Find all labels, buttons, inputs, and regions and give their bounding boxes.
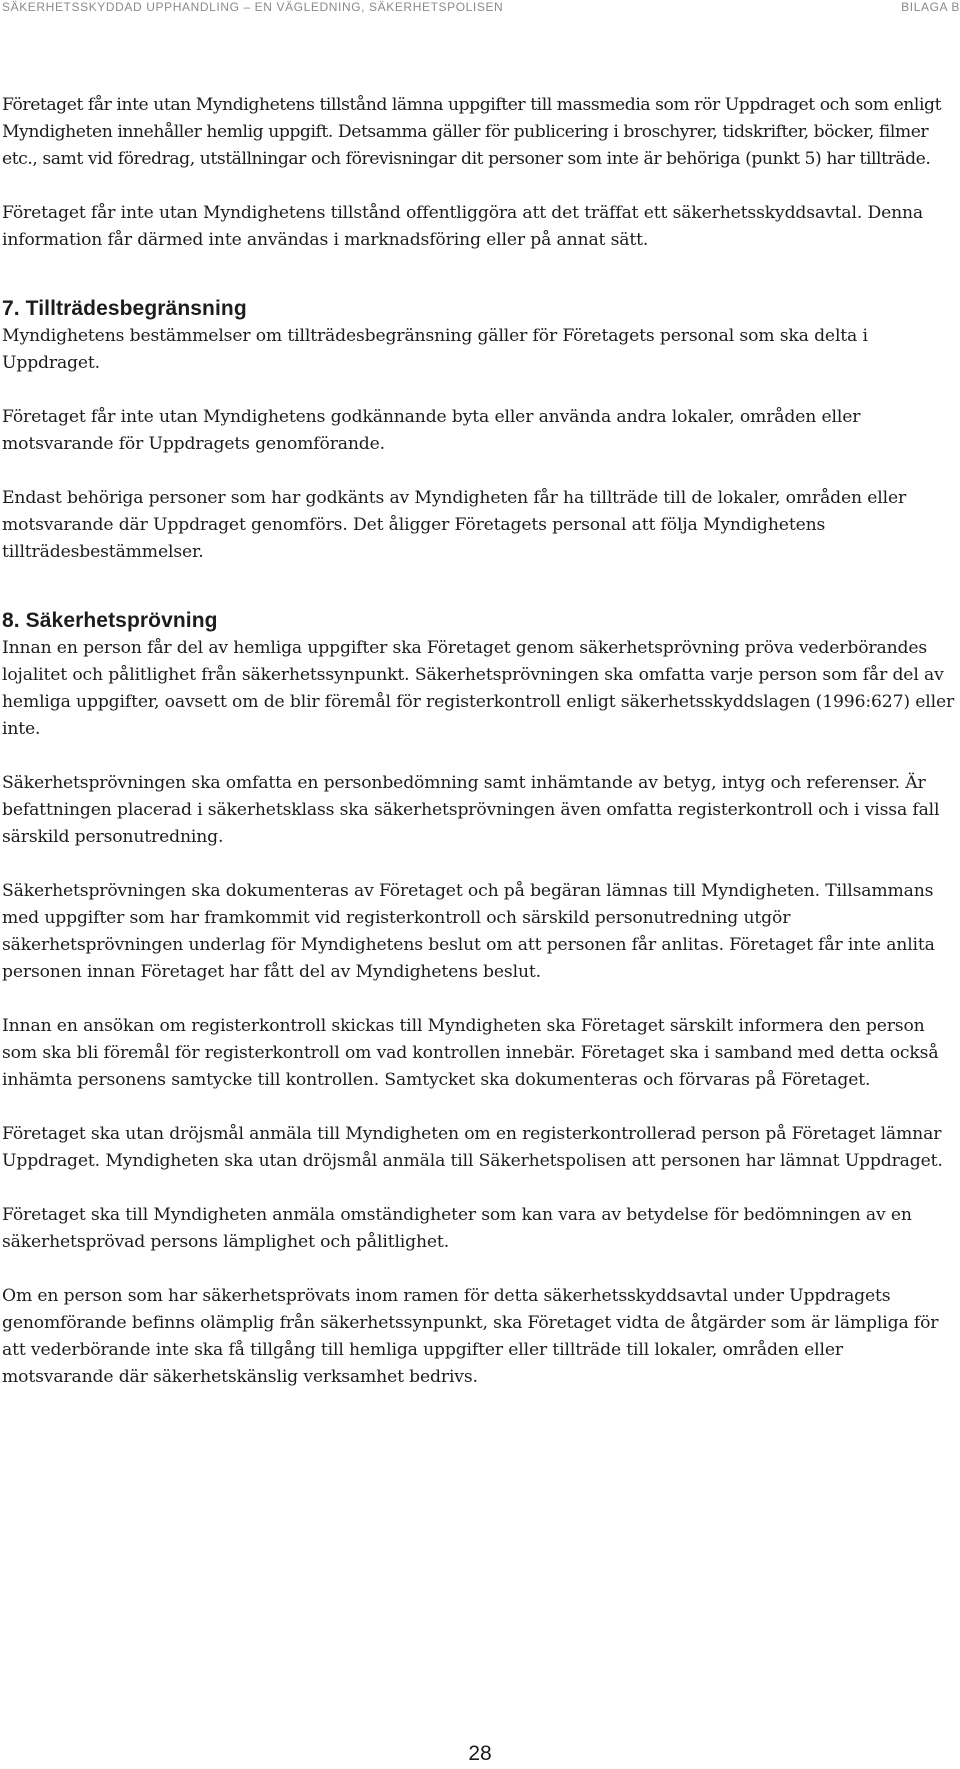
intro-paragraph-publication: Företaget får inte utan Myndighetens tillstånd offentliggöra att det träffat ett säkerhetsskyddsavtal. Denna information får därmed inte användas i marknadsföring eller på annat sätt. xyxy=(2,203,924,250)
section8-paragraph-3: Säkerhetsprövningen ska dokumenteras av Företaget och på begäran lämnas till Myndigheten. Tillsammans med uppgifter som har framkommit vid registerkontroll och särskild personutredning utgör säkerhetsprövningen underlag för Myndighetens beslut om att personen får anlitas. Företaget får inte anlita personen innan Företaget har fått del av Myndighetens beslut. xyxy=(2,881,935,982)
section-heading-access-restriction: 7. Tillträdesbegränsning xyxy=(2,297,247,320)
section8-paragraph-2: Säkerhetsprövningen ska omfatta en personbedömning samt inhämtande av betyg, intyg och referenser. Är befattningen placerad i säkerhetsklass ska säkerhetsprövningen även omfatta registerkontroll och i vissa fall särskild personutredning. xyxy=(2,773,940,847)
document-title: SÄKERHETSSKYDDAD UPPHANDLING – EN VÄGLEDNING, SÄKERHETSPOLISEN xyxy=(2,0,504,14)
page-number-text: 28 xyxy=(468,1742,492,1765)
appendix-label: BILAGA B xyxy=(901,0,960,14)
section8-paragraph-1: Innan en person får del av hemliga uppgifter ska Företaget genom säkerhetsprövning pröva vederbörandes lojalitet och pålitlighet från säkerhetssynpunkt. Säkerhetsprövningen ska omfatta varje person som får del av hemliga uppgifter, oavsett om de blir föremål för registerkontroll enligt säkerhetsskyddslagen (1996:627) eller inte. xyxy=(2,638,955,739)
section8-paragraph-4: Innan en ansökan om registerkontroll skickas till Myndigheten ska Företaget särskilt informera den person som ska bli föremål för registerkontroll om vad kontrollen innebär. Företaget ska i samband med detta också inhämta personens samtycke till kontrollen. Samtycket ska dokumenteras och förvaras på Företaget. xyxy=(2,1016,939,1090)
section7-paragraph-1: Myndighetens bestämmelser om tillträdesbegränsning gäller för Företagets personal som ska delta i Uppdraget. xyxy=(2,326,868,373)
running-header xyxy=(0,0,960,20)
page-number xyxy=(0,1742,960,1766)
section-heading-security-vetting: 8. Säkerhetsprövning xyxy=(2,609,218,632)
section8-paragraph-6: Företaget ska till Myndigheten anmäla omständigheter som kan vara av betydelse för bedömningen av en säkerhetsprövad persons lämplighet och pålitlighet. xyxy=(2,1205,912,1252)
intro-paragraph-media: Företaget får inte utan Myndighetens tillstånd lämna uppgifter till massmedia som rör Uppdraget och som enligt Myndigheten innehåller hemlig uppgift. Detsamma gäller för publicering i broschyrer, tidskrifter, böcker, filmer etc., samt vid föredrag, utställningar och förevisningar dit personer som inte är behöriga (punkt 5) har tillträde. xyxy=(2,95,942,169)
section7-paragraph-3: Endast behöriga personer som har godkänts av Myndigheten får ha tillträde till de lokaler, områden eller motsvarande där Uppdraget genomförs. Det åligger Företagets personal att följa Myndighetens tillträdesbestämmelser. xyxy=(2,488,907,562)
section7-paragraph-2: Företaget får inte utan Myndighetens godkännande byta eller använda andra lokaler, områden eller motsvarande för Uppdragets genomförande. xyxy=(2,407,861,454)
section8-paragraph-5: Företaget ska utan dröjsmål anmäla till Myndigheten om en registerkontrollerad person på Företaget lämnar Uppdraget. Myndigheten ska utan dröjsmål anmäla till Säkerhetspolisen att personen har lämnat Uppdraget. xyxy=(2,1124,943,1171)
page-body xyxy=(2,92,957,1391)
section8-paragraph-7: Om en person som har säkerhetsprövats inom ramen för detta säkerhetsskyddsavtal under Uppdragets genomförande befinns olämplig från säkerhetssynpunkt, ska Företaget vidta de åtgärder som är lämpliga för att vederbörande inte ska få tillgång till hemliga uppgifter eller tillträde till lokaler, områden eller motsvarande där säkerhetskänslig verksamhet bedrivs. xyxy=(2,1286,939,1387)
